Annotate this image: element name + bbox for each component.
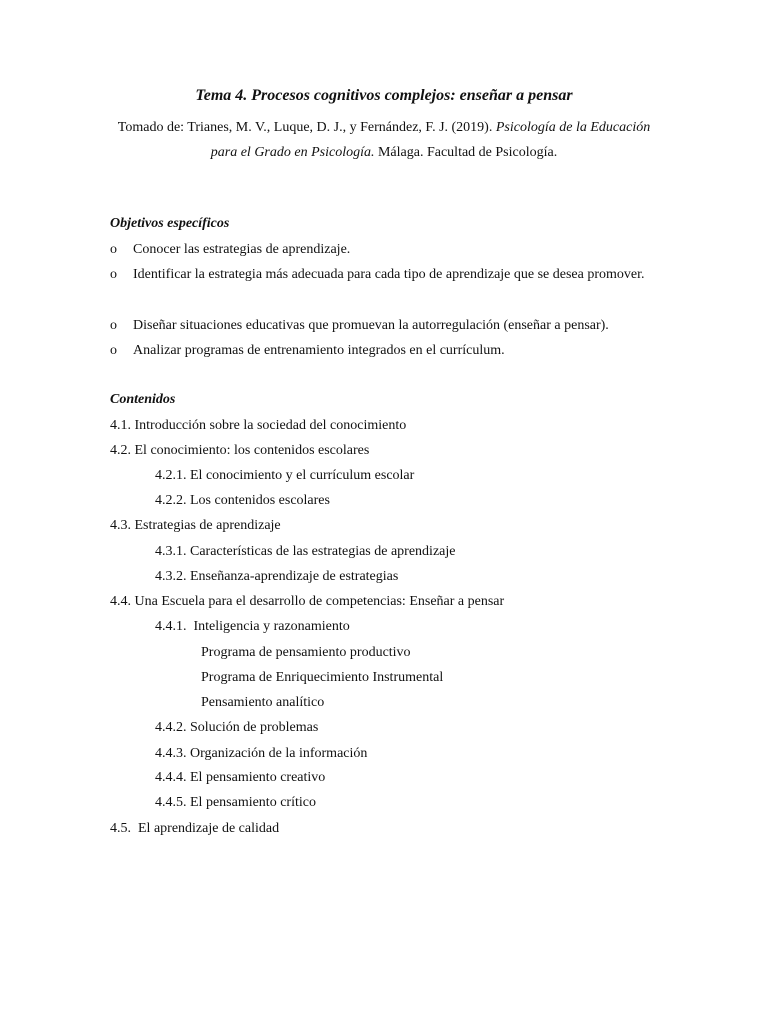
toc-entry: 4.4.3. Organización de la información: [155, 746, 368, 761]
bullet-marker: o: [110, 343, 117, 358]
toc-entry: 4.4.1. Inteligencia y razonamiento: [155, 619, 350, 634]
objective-item: [110, 237, 658, 262]
bullet-marker: o: [110, 242, 117, 257]
toc-entry: Programa de pensamiento productivo: [201, 645, 411, 660]
objective-item: [110, 262, 658, 287]
objective-item: [110, 313, 658, 338]
toc-entry: 4.4.4. El pensamiento creativo: [155, 770, 326, 785]
toc-entry: Pensamiento analítico: [201, 695, 325, 710]
bullet-marker: o: [110, 318, 117, 333]
objective-text: Diseñar situaciones educativas que promuevan la autorregulación (enseñar a pensar).: [133, 318, 609, 333]
toc-entry: 4.5. El aprendizaje de calidad: [110, 821, 280, 836]
objective-text: Identificar la estrategia más adecuada para cada tipo de aprendizaje que se desea promover.: [133, 267, 645, 282]
objective-text: Conocer las estrategias de aprendizaje.: [133, 242, 351, 257]
contents-heading: Contenidos: [110, 392, 176, 407]
toc-entry: 4.2.1. El conocimiento y el currículum escolar: [155, 468, 415, 483]
toc-entry: 4.4.2. Solución de problemas: [155, 720, 319, 735]
toc-entry: 4.3.1. Características de las estrategias de aprendizaje: [155, 544, 456, 559]
document-title: Tema 4. Procesos cognitivos complejos: enseñar a pensar: [195, 87, 573, 104]
bullet-marker: o: [110, 267, 117, 282]
toc-entry: 4.3.2. Enseñanza-aprendizaje de estrategias: [155, 569, 399, 584]
citation-suffix: Málaga. Facultad de Psicología.: [374, 145, 558, 160]
objective-text: Analizar programas de entrenamiento integrados en el currículum.: [133, 343, 505, 358]
citation-prefix: Tomado de: Trianes, M. V., Luque, D. J., y Fernández, F. J. (2019).: [117, 120, 496, 135]
toc-entry: 4.4. Una Escuela para el desarrollo de competencias: Enseñar a pensar: [110, 594, 505, 609]
toc-entry: 4.2.2. Los contenidos escolares: [155, 493, 330, 508]
toc-entry: 4.4.5. El pensamiento crítico: [155, 795, 316, 810]
toc-entry: 4.1. Introducción sobre la sociedad del conocimiento: [110, 418, 407, 433]
toc-entry: 4.2. El conocimiento: los contenidos escolares: [110, 443, 370, 458]
citation-book-title: Psicología de la Educación para el Grado en Psicología.: [210, 120, 651, 160]
toc-entry: 4.3. Estrategias de aprendizaje: [110, 518, 281, 533]
objectives-heading: Objetivos específicos: [110, 216, 230, 231]
citation: [110, 115, 658, 165]
objective-item: [110, 338, 658, 363]
toc-entry: Programa de Enriquecimiento Instrumental: [201, 670, 444, 685]
